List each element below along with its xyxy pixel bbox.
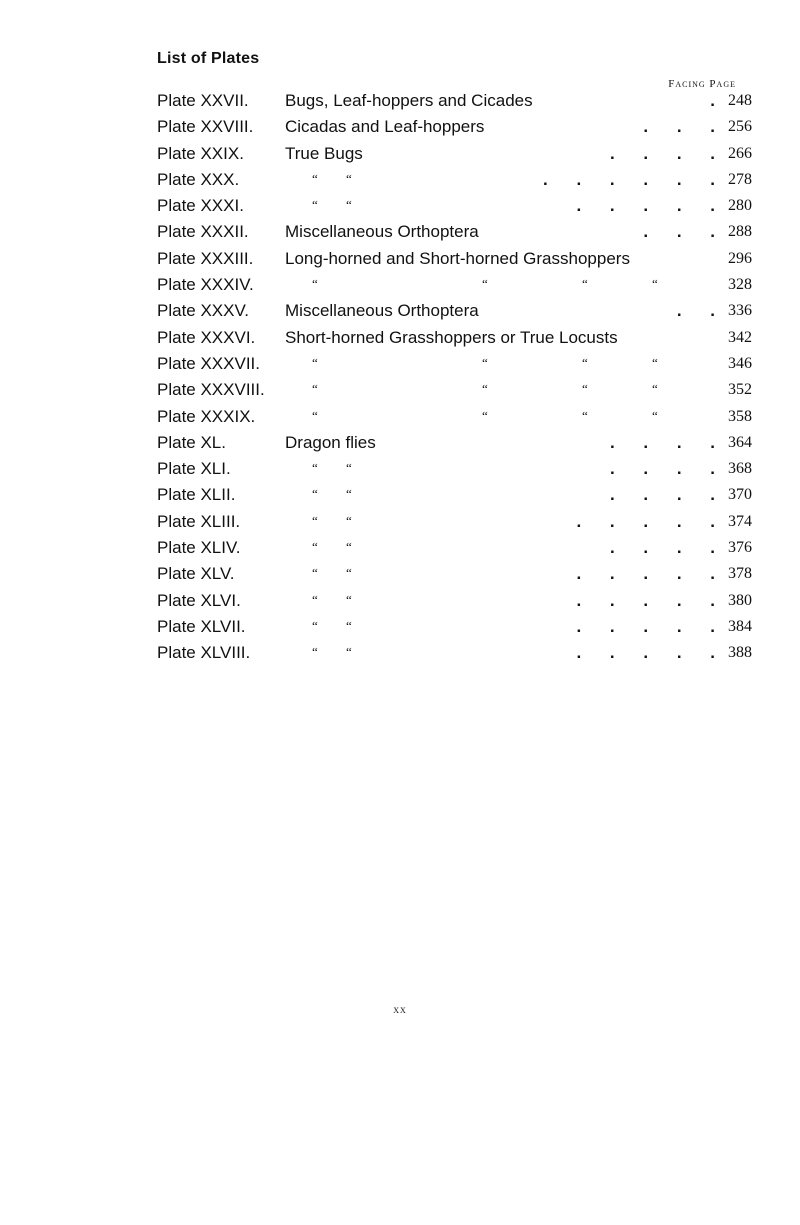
facing-page-number: 364 bbox=[728, 433, 752, 451]
plate-subject: Cicadas and Leaf-hoppers bbox=[285, 117, 485, 137]
facing-page-number: 352 bbox=[728, 381, 752, 399]
ditto-mark: “ bbox=[582, 381, 588, 397]
plate-number: Plate XXXIII. bbox=[157, 248, 254, 268]
facing-page-number: 328 bbox=[728, 276, 752, 294]
page-folio: xx bbox=[393, 1004, 407, 1016]
ditto-mark: “ bbox=[582, 407, 588, 423]
plate-row bbox=[157, 114, 752, 140]
dot-leaders: . bbox=[710, 91, 716, 110]
plate-row bbox=[157, 167, 752, 193]
plate-number: Plate XLVI. bbox=[157, 590, 241, 610]
plate-row bbox=[157, 377, 752, 403]
ditto-mark: “ bbox=[346, 539, 352, 555]
facing-page-number: 278 bbox=[728, 170, 752, 188]
facing-page-number: 256 bbox=[728, 118, 752, 136]
facing-page-number: 376 bbox=[728, 539, 752, 557]
plate-list bbox=[157, 88, 752, 667]
plate-number: Plate XLIII. bbox=[157, 511, 241, 531]
ditto-mark: “ bbox=[652, 276, 658, 292]
dot-leaders: . . . . bbox=[609, 459, 716, 479]
ditto-mark: “ bbox=[312, 460, 318, 476]
ditto-mark: “ bbox=[312, 617, 318, 633]
plate-row bbox=[157, 456, 752, 482]
facing-page-number: 388 bbox=[728, 644, 752, 662]
dot-leaders: . . . bbox=[643, 222, 716, 242]
plate-row bbox=[157, 141, 752, 167]
ditto-mark: “ bbox=[312, 276, 318, 292]
ditto-mark: “ bbox=[312, 407, 318, 423]
page-header: List of Plates bbox=[157, 50, 260, 67]
dot-leaders: . . . . . bbox=[576, 564, 716, 584]
ditto-mark: “ bbox=[312, 644, 318, 660]
plate-number: Plate XL. bbox=[157, 432, 226, 452]
plate-number: Plate XLI. bbox=[157, 459, 231, 479]
ditto-mark: “ bbox=[312, 197, 318, 213]
plate-number: Plate XXXVIII. bbox=[157, 380, 265, 400]
plate-number: Plate XXXIV. bbox=[157, 275, 254, 295]
dot-leaders: . . bbox=[676, 301, 716, 321]
facing-page-number: 336 bbox=[728, 302, 752, 320]
facing-page-number: 380 bbox=[728, 591, 752, 609]
plate-row bbox=[157, 614, 752, 640]
plate-number: Plate XXXVII. bbox=[157, 353, 260, 373]
ditto-mark: “ bbox=[346, 565, 352, 581]
facing-page-heading: Facing Page bbox=[668, 78, 736, 90]
plate-row bbox=[157, 561, 752, 587]
dot-leaders: . . . . bbox=[609, 143, 716, 163]
plate-row bbox=[157, 588, 752, 614]
facing-page-number: 368 bbox=[728, 460, 752, 478]
plate-row bbox=[157, 193, 752, 219]
plate-row bbox=[157, 325, 752, 351]
ditto-mark: “ bbox=[312, 512, 318, 528]
ditto-mark: “ bbox=[312, 539, 318, 555]
dot-leaders: . . . . . bbox=[576, 196, 716, 216]
ditto-mark: “ bbox=[652, 407, 658, 423]
dot-leaders: . . . . . . bbox=[543, 169, 716, 189]
plate-number: Plate XXX. bbox=[157, 169, 240, 189]
plate-number: Plate XXIX. bbox=[157, 143, 244, 163]
plate-row bbox=[157, 219, 752, 245]
ditto-mark: “ bbox=[652, 381, 658, 397]
plate-number: Plate XXXIX. bbox=[157, 406, 256, 426]
plate-row bbox=[157, 88, 752, 114]
dot-leaders: . . . . . bbox=[576, 590, 716, 610]
ditto-mark: “ bbox=[582, 276, 588, 292]
plate-number: Plate XXVII. bbox=[157, 91, 249, 110]
plate-number: Plate XLV. bbox=[157, 564, 235, 584]
facing-page-number: 346 bbox=[728, 354, 752, 372]
plate-subject: Miscellaneous Orthoptera bbox=[285, 301, 479, 321]
plate-subject: Miscellaneous Orthoptera bbox=[285, 222, 479, 242]
ditto-mark: “ bbox=[346, 617, 352, 633]
plate-subject: Dragon flies bbox=[285, 432, 376, 452]
ditto-mark: “ bbox=[346, 460, 352, 476]
plate-row bbox=[157, 535, 752, 561]
ditto-mark: “ bbox=[482, 276, 488, 292]
ditto-mark: “ bbox=[312, 486, 318, 502]
ditto-mark: “ bbox=[312, 170, 318, 186]
plate-number: Plate XLVIII. bbox=[157, 643, 251, 663]
dot-leaders: . . . . . bbox=[576, 643, 716, 663]
ditto-mark: “ bbox=[346, 197, 352, 213]
plate-row bbox=[157, 482, 752, 508]
facing-page-number: 342 bbox=[728, 328, 752, 346]
plate-number: Plate XXXV. bbox=[157, 301, 249, 321]
dot-leaders: . . . . . bbox=[576, 511, 716, 531]
facing-page-number: 288 bbox=[728, 223, 752, 241]
dot-leaders: . . . . . bbox=[576, 616, 716, 636]
plate-row bbox=[157, 430, 752, 456]
ditto-mark: “ bbox=[582, 354, 588, 370]
ditto-mark: “ bbox=[346, 486, 352, 502]
facing-page-number: 296 bbox=[728, 249, 752, 267]
plate-subject: Short-horned Grasshoppers or True Locusts bbox=[285, 327, 618, 347]
ditto-mark: “ bbox=[346, 170, 352, 186]
plate-number: Plate XXXII. bbox=[157, 222, 249, 242]
ditto-mark: “ bbox=[482, 407, 488, 423]
plate-row bbox=[157, 351, 752, 377]
dot-leaders: . . . . bbox=[609, 432, 716, 452]
facing-page-number: 378 bbox=[728, 565, 752, 583]
ditto-mark: “ bbox=[346, 644, 352, 660]
dot-leaders: . . . . bbox=[609, 485, 716, 505]
ditto-mark: “ bbox=[482, 354, 488, 370]
plate-row bbox=[157, 246, 752, 272]
facing-page-number: 384 bbox=[728, 617, 752, 635]
facing-page-number: 370 bbox=[728, 486, 752, 504]
plate-row bbox=[157, 298, 752, 324]
plate-subject: True Bugs bbox=[285, 143, 363, 163]
facing-page-number: 266 bbox=[728, 144, 752, 162]
plate-number: Plate XXVIII. bbox=[157, 117, 254, 137]
ditto-mark: “ bbox=[346, 591, 352, 607]
plate-row bbox=[157, 404, 752, 430]
plate-row bbox=[157, 509, 752, 535]
plate-number: Plate XLVII. bbox=[157, 616, 246, 636]
facing-page-number: 358 bbox=[728, 407, 752, 425]
facing-page-number: 248 bbox=[728, 92, 752, 109]
dot-leaders: . . . . bbox=[609, 538, 716, 558]
dot-leaders: . . . bbox=[643, 117, 716, 137]
plate-number: Plate XXXVI. bbox=[157, 327, 256, 347]
plate-row bbox=[157, 272, 752, 298]
ditto-mark: “ bbox=[652, 354, 658, 370]
plate-number: Plate XLIV. bbox=[157, 538, 241, 558]
ditto-mark: “ bbox=[346, 512, 352, 528]
ditto-mark: “ bbox=[482, 381, 488, 397]
plate-subject: Bugs, Leaf-hoppers and Cicades bbox=[285, 91, 533, 110]
plate-number: Plate XLII. bbox=[157, 485, 236, 505]
facing-page-number: 280 bbox=[728, 197, 752, 215]
facing-page-number: 374 bbox=[728, 512, 752, 530]
plate-subject: Long-horned and Short-horned Grasshoppers bbox=[285, 248, 630, 268]
plate-number: Plate XXXI. bbox=[157, 196, 244, 216]
ditto-mark: “ bbox=[312, 354, 318, 370]
ditto-mark: “ bbox=[312, 381, 318, 397]
ditto-mark: “ bbox=[312, 565, 318, 581]
ditto-mark: “ bbox=[312, 591, 318, 607]
plate-row bbox=[157, 640, 752, 666]
